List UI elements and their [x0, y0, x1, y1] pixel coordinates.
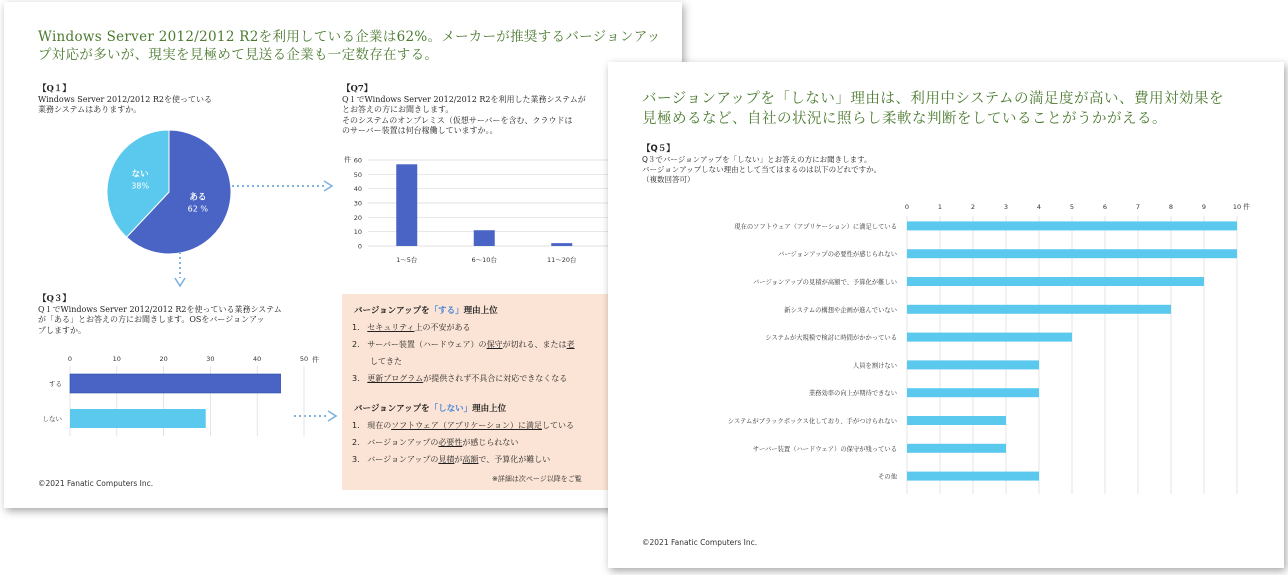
y-tick-label: する	[49, 380, 62, 388]
bar	[907, 221, 1237, 230]
slide1-headline: Windows Server 2012/2012 R2を利用している企業は62%。メーカーが推奨するバージョンアップ対応が多いが、現実を見極めて見送る企業も一定数存在する。	[38, 29, 661, 64]
bar	[70, 409, 206, 428]
x-tick-label: 7	[1135, 203, 1141, 211]
y-tick-label: 業務効率の向上が期待できない	[808, 390, 897, 398]
pie-slice-value: 38%	[131, 181, 150, 191]
axis-unit-label: 件	[312, 356, 319, 364]
y-tick-label: 30	[353, 199, 362, 208]
x-tick-label: 6	[1102, 203, 1108, 211]
q5-bar-chart	[628, 198, 1278, 498]
y-tick-label: バージョンアップの必要性が感じられない	[778, 251, 897, 259]
y-tick-label: システムがブラックボックス化しており、手がつけられない	[727, 418, 897, 425]
reason-dont-2: 2. バージョンアップの必要性が感じられない	[352, 438, 519, 447]
reasons-do-title: バージョンアップを「する」理由上位	[354, 306, 498, 316]
bar	[907, 305, 1171, 314]
q7-label: 【Q7】	[342, 84, 373, 94]
y-tick-label: 50	[353, 170, 362, 179]
q3-text-line1: Q１でWindows Server 2012/2012 R2を使っている業務システム	[38, 305, 282, 315]
q3-text-line3: プしますか。	[38, 325, 86, 335]
bar	[907, 416, 1006, 425]
q1-text-line1: Windows Server 2012/2012 R2を使っている	[38, 95, 212, 105]
bar	[396, 164, 417, 246]
bar	[70, 374, 281, 393]
q1-question	[38, 84, 248, 116]
y-tick-label: システムが大規模で検討に時間がかかっている	[765, 334, 897, 342]
y-tick-label: しない	[42, 415, 62, 423]
survey-slide-1	[4, 2, 682, 508]
y-tick-label: 人員を割けない	[852, 362, 897, 370]
q7-text-line2: とお答えの方にお聞きします。	[342, 105, 454, 115]
x-tick-label: 1	[937, 203, 943, 211]
pie-slice-value: 62 %	[187, 204, 208, 214]
x-tick-label: 3	[1003, 203, 1009, 211]
bar	[907, 249, 1237, 258]
y-tick-label: その他	[878, 473, 897, 481]
reasons-dont-title: バージョンアップを「しない」理由上位	[354, 404, 507, 414]
reason-dont-1: 1. 現在のソフトウェア（アプリケーション）に満足している	[352, 421, 575, 430]
x-tick-label: 10	[1232, 203, 1242, 211]
q1-text-line2: 業務システムはありますか。	[38, 105, 142, 115]
bar	[907, 333, 1072, 342]
x-tick-label: 0	[67, 355, 73, 363]
reason-do-3: 3. 更新プログラムが提供されず不具合に対応できなくなる	[352, 374, 568, 383]
x-tick-label: 30	[206, 355, 215, 363]
q1-pie-chart	[104, 127, 234, 257]
pie-slice-label: ある	[189, 192, 207, 203]
x-tick-label: 2	[970, 203, 976, 211]
q5-text-line3: （複数回答可）	[642, 174, 695, 184]
x-tick-label: 40	[253, 355, 262, 363]
slide2-headline	[642, 90, 1262, 129]
axis-unit-label: 件	[1243, 203, 1250, 211]
x-tick-label: 11～20台	[546, 256, 577, 264]
x-tick-label: 9	[1201, 203, 1207, 211]
bar	[907, 472, 1039, 481]
reason-do-1: 1. セキュリティ上の不安がある	[352, 323, 471, 332]
survey-slide-2	[608, 62, 1284, 568]
y-tick-label: 60	[353, 156, 362, 165]
reasons-note: ※詳細は次ページ以降をご覧	[492, 475, 582, 483]
x-tick-label: 6～10台	[471, 256, 497, 264]
x-tick-label: 10	[112, 355, 121, 363]
q5-text-line2: バージョンアップしない理由として当てはまるのは以下のどれですか。	[642, 164, 882, 174]
axis-unit-label: 件	[344, 156, 351, 164]
q5-label: 【Q５】	[642, 144, 675, 154]
bar	[907, 277, 1204, 286]
x-tick-label: 50	[299, 355, 309, 363]
q5-text-line1: Q３でバージョンアップを「しない」とお答えの方にお聞きします。	[642, 155, 872, 165]
q3-label: 【Q３】	[38, 294, 71, 304]
q7-text-line3: そのシステムのオンプレミス（仮想サーバーを含む、クラウドは	[342, 115, 573, 125]
q7-text-line1: Q１でWindows Server 2012/2012 R2を利用した業務システムが	[342, 95, 586, 105]
x-tick-label: 0	[904, 203, 910, 211]
slide2-headline-line1: バージョンアップを「しない」理由は、利用中システムの満足度が高い、費用対効果を	[642, 91, 1224, 107]
slide2-footer: ©2021 Fanatic Computers Inc.	[642, 538, 758, 547]
right-arrow-icon	[232, 178, 336, 194]
y-tick-label: 0	[357, 242, 362, 251]
q3-bar-chart	[32, 352, 332, 448]
x-tick-label: 1～5台	[396, 256, 418, 264]
x-tick-label: 4	[1036, 203, 1042, 211]
y-tick-label: 現在のソフトウェア（アプリケーション）に満足している	[734, 223, 897, 231]
q1-label: 【Q１】	[38, 84, 71, 94]
x-tick-label: 8	[1168, 203, 1174, 211]
y-tick-label: 20	[353, 213, 362, 222]
bar	[907, 360, 1039, 369]
x-tick-label: 5	[1069, 203, 1075, 211]
reason-do-2: 2. サーバー装置（ハードウェア）の保守が切れる、または老	[352, 340, 575, 349]
reason-do-2-cont: してきた	[370, 357, 402, 366]
y-tick-label: 10	[353, 228, 362, 237]
slide1-footer: ©2021 Fanatic Computers Inc.	[38, 479, 154, 488]
bar	[907, 388, 1039, 397]
q3-question	[38, 294, 328, 336]
pie-slice-label: ない	[131, 169, 149, 180]
q3-text-line2: が「ある」とお答えの方にお聞きします。OSをバージョンアッ	[38, 315, 265, 325]
y-tick-label: 新システムの構想や企画が進んでいない	[784, 306, 897, 314]
y-tick-label: バージョンアップの見積が高額で、予算化が難しい	[752, 279, 897, 286]
bar	[474, 230, 495, 246]
q5-question	[642, 144, 1042, 184]
y-tick-label: サーバー装置（ハードウェア）の保守が残っている	[752, 445, 897, 453]
x-tick-label: 20	[159, 355, 168, 363]
y-tick-label: 40	[353, 185, 362, 194]
q7-text-line4: のサーバー装置は何台稼働していますか。。	[342, 126, 498, 136]
bar	[551, 243, 572, 246]
slide2-headline-line2: 見極めるなど、自社の状況に照らし柔軟な判断をしていることがうかがえる。	[642, 110, 1167, 127]
reason-dont-3: 3. バージョンアップの見積が高額で、予算化が難しい	[352, 455, 551, 464]
bar	[907, 444, 1006, 453]
down-arrow-icon	[172, 252, 188, 288]
